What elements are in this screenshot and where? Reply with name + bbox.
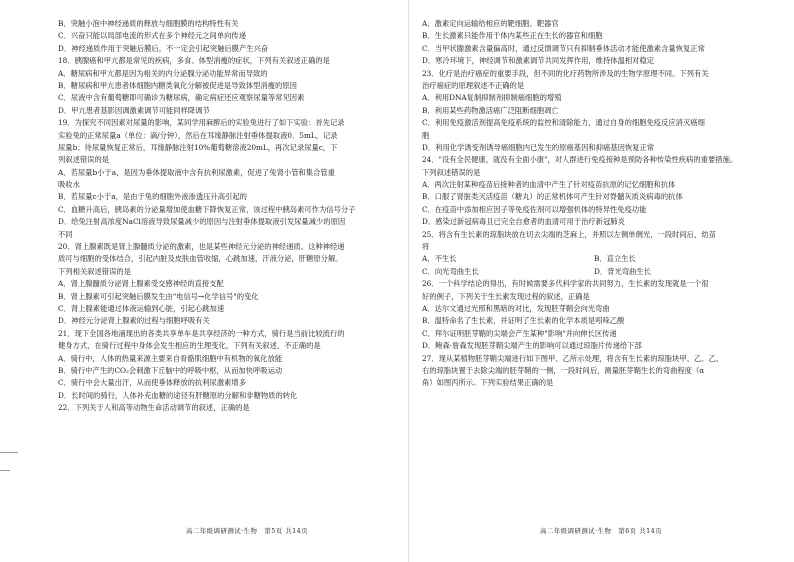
text-line: C．利用免疫激活剂提高免疫系统的监控和清除能力，通过自身的细胞免疫反应消灭癌细 (422, 118, 705, 128)
question-line: 26．一个科学结论的得出，有时候需要多代科学家的共同努力，生长素的发现就是一个很 (422, 279, 709, 289)
text-line: 吸收水 (58, 180, 80, 190)
text-line: C．骑行中会大量出汗，从而使垂体释放的抗利尿激素增多 (58, 378, 247, 388)
text-line: 治疗癌症的原理叙述不正确的是 (422, 80, 525, 90)
text-line: 角）如图丙所示。下列实验结果正确的是 (422, 378, 554, 388)
text-line: A．两次注射某种疫苗后接种者的血清中产生了针对疫苗抗原的记忆细胞和抗体 (422, 180, 676, 190)
text-line: B．生长激素只能作用于体内某些正在生长的器官和细胞 (422, 31, 603, 41)
question-line: 27．现从某植物胚芽鞘尖端进行如下图甲、乙所示处理，将含有生长素的琼脂块甲、乙、乙、 (422, 353, 724, 363)
text-line: B．糖尿病和甲亢患者体细胞内糖类氧化分解被促进是导致体型消瘦的原因 (58, 80, 297, 90)
question-line: 21．现下全国各地涌现出的各类共享单车是共享经济的一种方式，骑行是当前比较流行的 (58, 328, 345, 338)
text-line: C．尿液中含有葡萄糖即可确诊为糖尿病，确定病症还应观察尿量等常见因素 (58, 93, 305, 103)
option-text: C．向光弯曲生长 (422, 266, 479, 276)
text-line: 下列叙述错误的是 (422, 167, 481, 177)
text-line: D．鲍森·詹森发现胚芽鞘尖端产生的影响可以通过琼脂片传递给下部 (422, 341, 642, 351)
text-line: A．达尔文通过光照和黑暗的对比，发现胚芽鞘会向光弯曲 (422, 303, 610, 313)
text-line: 右的琼脂块置于去除尖端的胚芽鞘的一侧，一段时间后，测量胚芽鞘生长的弯曲程度（α (422, 365, 705, 375)
text-line: A．激素定向运输给相应的靶细胞、靶器官 (422, 19, 559, 28)
question-line: 19．为探究不同因素对尿量的影响，某同学用麻醉后的实验兔进行了如下实验：首先记录 (58, 118, 345, 128)
footer-right: 高二年级调研测试·生物 第6页 共14页 (540, 527, 663, 535)
text-line: 下列相关叙述错误的是 (58, 266, 131, 276)
text-line: 尿量b；待尿量恢复正常后，耳缘静脉注射10%葡萄糖溶液20mL，再次记录尿量c，下 (58, 142, 338, 152)
option-text: B．直立生长 (594, 254, 636, 264)
text-line: D．利用化学诱变剂诱导癌细胞内已发生的原癌基因和抑癌基因恢复正常 (422, 142, 655, 152)
text-line: C．肾上腺素能通过体液运输到心脏，引起心跳加速 (58, 303, 225, 313)
text-line: A．肾上腺髓质分泌肾上腺素受交感神经的直接支配 (58, 279, 224, 289)
text-line: B．骑行中产生的CO₂会刺激下丘脑中的呼吸中枢，从而加快呼吸运动 (58, 365, 283, 375)
margin-mark (0, 452, 18, 453)
text-line: A．糖尿病和甲亢都是因为相关的内分泌腺分泌功能异常而导致的 (58, 68, 268, 78)
text-line: D．甲亢患者基影因调激素调节可能同样降调节 (58, 105, 210, 115)
text-line: D．寒冷环境下，神经调节和激素调节共同发挥作用，维持体温相对稳定 (422, 56, 655, 66)
text-line: D．长时间的骑行，人体补充血糖的途径有肝糖原的分解和非糖物质的转化 (58, 390, 298, 400)
page-spine (408, 0, 409, 562)
option-row (422, 266, 766, 278)
text-line: A．骑行中，人体的热量来源主要来自骨骼肌细胞中有机物的氧化放能 (58, 353, 283, 363)
text-line: 实验兔的正常尿量a（单位：滴/分钟），然后在耳缘静脉注射垂体提取液0．5mL，记录 (58, 130, 338, 140)
text-line: B．利用某些药物激活癌广泛阻断细胞凋亡 (422, 105, 559, 115)
text-line: A．利用DNA复制抑制剂抑制癌细胞的增殖 (422, 93, 562, 103)
text-line: C．拜尔证明胚芽鞘的尖端会产生某种"影响"并向伸长区传递 (422, 328, 617, 338)
text-line: B．突触小泡中神经递质的释放与细胞膜的结构特性有关 (58, 19, 239, 28)
text-line: D．给兔注射高浓度NaCl溶液导致尿量减少的原因与注射垂体提取液引发尿量减少的原因 (58, 217, 346, 227)
question-line: 25．将含有生长素的琼脂块放在切去尖端的芝麻上，并照以左侧单侧光，一段时间后，幼苗 (422, 229, 716, 239)
text-line: 列叙述错误的是 (58, 155, 110, 165)
text-line: B．若尿量c小于a，是由于兔的细胞外液渗透压升高引起的 (58, 192, 247, 202)
question-line: 22．下列关于人和高等动物生命活动调节的叙述，正确的是 (58, 403, 250, 413)
text-line: C．血糖升高后，胰岛素的分泌量增加使血糖下降恢复正常，该过程中胰岛素可作为信号分子 (58, 204, 356, 214)
question-line: 18．胰腺癌和甲亢都是常见的疾病，多食、体型消瘦的症状，下列有关叙述正确的是 (58, 56, 330, 66)
text-line: B．肾上腺素可引起突触后膜发生由"电信号→化学信号"的变化 (58, 291, 259, 301)
question-line: 23．化疗是治疗癌症的重要手段，但不同的化疗药物所涉及的生物学原理不同。下列有关 (422, 68, 709, 78)
left-column (58, 18, 396, 415)
text-line: 健身方式，在骑行过程中身体会发生相应的生理变化，下列有关叙述，不正确的是 (58, 341, 321, 351)
text-line: A．若尿量b小于a，是因为垂体提取液中含有抗利尿激素，促进了兔肾小管和集合管重 (58, 167, 335, 177)
text-line: 胞 (422, 130, 430, 140)
text-line: 好的例子，下列关于生长素发现过程的叙述，正确是 (422, 291, 590, 301)
text-line: 将 (422, 242, 430, 252)
text-line: 质可与细胞的受体结合，引起内脏及皮肤血管收缩，心跳加速，汗液分泌，肝糖原分解。 (58, 254, 343, 264)
margin-mark (0, 470, 10, 471)
text-line: D．感染过新冠病毒且已完全自愈者的血清可用于治疗新冠肺炎 (422, 217, 625, 227)
text-line: 不同 (58, 229, 73, 239)
text-line: B．温特命名了生长素，并证明了生长素的化学本质是吲哚乙酸 (422, 316, 625, 326)
text-line: C．兴奋只能以局部电流的形式在多个神经元之间单向传递 (58, 31, 247, 41)
text-line: D．神经递质作用于突触后膜后，不一定会引起突触后膜产生兴奋 (58, 43, 269, 53)
text-line: C．在疫苗中添加相应因子等免疫佐剂可以增强机体的特异性免疫功能 (422, 204, 647, 214)
option-row (422, 253, 766, 265)
option-text: A．不生长 (422, 254, 457, 264)
text-line: D．神经元分泌肾上腺素的过程与细胞呼吸有关 (58, 316, 210, 326)
text-line: C．当甲状腺激素含量偏高时，通过反馈调节只有抑制垂体活动才能使激素含量恢复正常 (422, 43, 705, 53)
option-text: D．背光弯曲生长 (594, 266, 651, 276)
text-line: B．口服了肾脏类灭活疫苗（糖丸）的正常机体可产生针对脊髓灰质炎病毒的抗体 (422, 192, 683, 202)
question-line: 20．肾上腺素既是肾上腺髓质分泌的激素，也是某些神经元分泌的神经递质。这种神经递 (58, 242, 345, 252)
right-column (422, 18, 766, 390)
question-line: 24．"没有全民健康，就没有全面小康"，对人群进行免疫接种是预防各种传染性疾病的重要措施。 (422, 155, 738, 165)
footer-left: 高二年级调研测试·生物 第5页 共14页 (186, 527, 309, 535)
